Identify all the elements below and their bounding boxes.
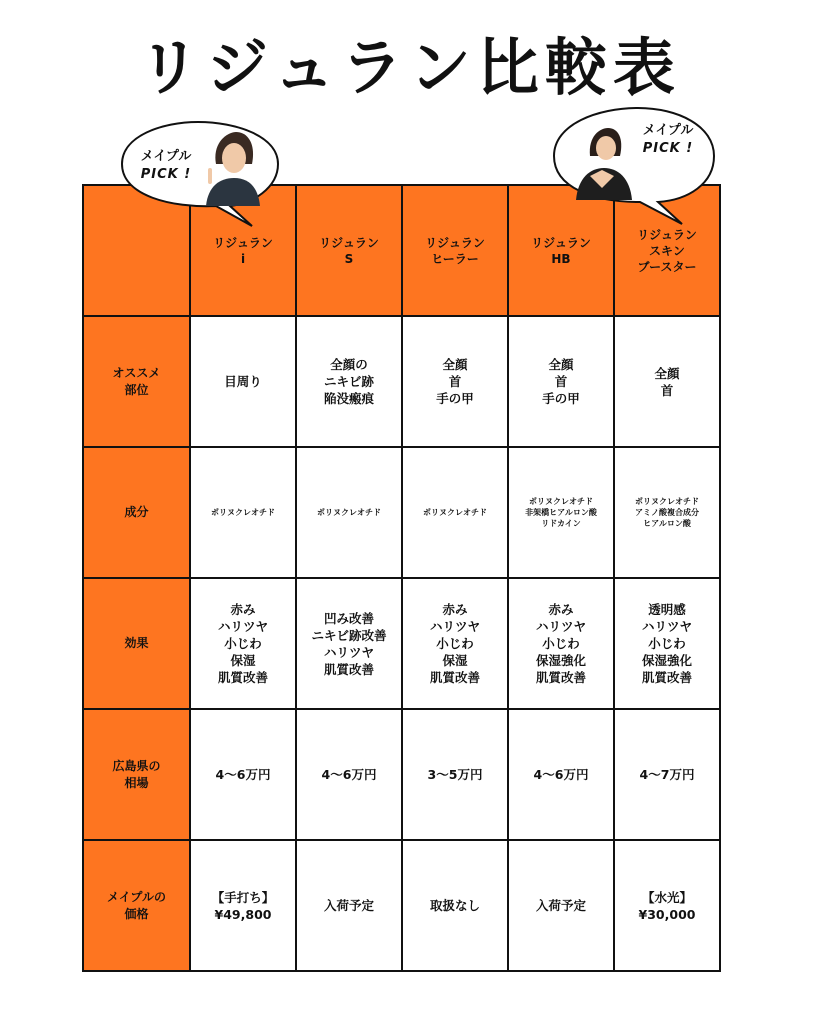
- table-cell: 赤み ハリツヤ 小じわ 保湿 肌質改善: [190, 578, 296, 709]
- table-cell: 4～7万円: [614, 709, 720, 840]
- header-rejuran-s: リジュラン S: [296, 185, 402, 316]
- table-cell: 赤み ハリツヤ 小じわ 保湿 肌質改善: [402, 578, 508, 709]
- table-cell: ポリヌクレオチド 非架橋ヒアルロン酸 リドカイン: [508, 447, 614, 578]
- table-cell: ポリヌクレオチド: [296, 447, 402, 578]
- row-header-effects: 効果: [83, 578, 190, 709]
- table-cell: 【手打ち】 ¥49,800: [190, 840, 296, 971]
- staff-pick-bubble-left: [112, 118, 284, 230]
- staff-avatar-left: [202, 128, 262, 206]
- table-cell: 4～6万円: [296, 709, 402, 840]
- table-cell: 全顔 首 手の甲: [508, 316, 614, 447]
- row-header-maple-price: メイプルの 価格: [83, 840, 190, 971]
- table-cell: 赤み ハリツヤ 小じわ 保湿強化 肌質改善: [508, 578, 614, 709]
- bubble-line-maple: メイプル: [140, 149, 192, 164]
- header-rejuran-hb: リジュラン HB: [508, 185, 614, 316]
- table-cell: 全顔の ニキビ跡 陥没瘢痕: [296, 316, 402, 447]
- table-row-area: [83, 316, 720, 447]
- bubble-text-right: [628, 122, 708, 158]
- table-cell: 入荷予定: [296, 840, 402, 971]
- row-header-market-price: 広島県の 相場: [83, 709, 190, 840]
- table-cell: 凹み改善 ニキビ跡改善 ハリツヤ 肌質改善: [296, 578, 402, 709]
- table-cell: 取扱なし: [402, 840, 508, 971]
- row-header-ingredients: 成分: [83, 447, 190, 578]
- comparison-table: [82, 184, 721, 972]
- page-title: リジュラン比較表: [138, 31, 681, 104]
- table-cell: ポリヌクレオチド: [402, 447, 508, 578]
- staff-avatar-right: [570, 126, 634, 200]
- table-cell: 4～6万円: [508, 709, 614, 840]
- table-cell: 【水光】 ¥30,000: [614, 840, 720, 971]
- row-header-area: オススメ 部位: [83, 316, 190, 447]
- table-row-effects: [83, 578, 720, 709]
- table-cell: 入荷予定: [508, 840, 614, 971]
- header-rejuran-i: リジュラン i: [190, 185, 296, 316]
- bubble-text-left: [126, 148, 206, 184]
- table-cell: 4～6万円: [190, 709, 296, 840]
- table-cell: 透明感 ハリツヤ 小じわ 保湿強化 肌質改善: [614, 578, 720, 709]
- bubble-line-maple: メイプル: [642, 123, 694, 138]
- table-cell: 全顔 首 手の甲: [402, 316, 508, 447]
- table-cell: 目周り: [190, 316, 296, 447]
- table-cell: 3～5万円: [402, 709, 508, 840]
- table-row-maple-price: [83, 840, 720, 971]
- table-row-market-price: [83, 709, 720, 840]
- table-cell: ポリヌクレオチド: [190, 447, 296, 578]
- bubble-line-pick: PICK !: [140, 167, 192, 182]
- staff-pick-bubble-right: [548, 104, 720, 228]
- table-cell: ポリヌクレオチド アミノ酸複合成分 ヒアルロン酸: [614, 447, 720, 578]
- header-rejuran-skin-booster: リジュラン スキン ブースター: [614, 185, 720, 316]
- bubble-line-pick: PICK !: [642, 141, 694, 156]
- table-row-ingredients: [83, 447, 720, 578]
- table-cell: 全顔 首: [614, 316, 720, 447]
- header-rejuran-healer: リジュラン ヒーラー: [402, 185, 508, 316]
